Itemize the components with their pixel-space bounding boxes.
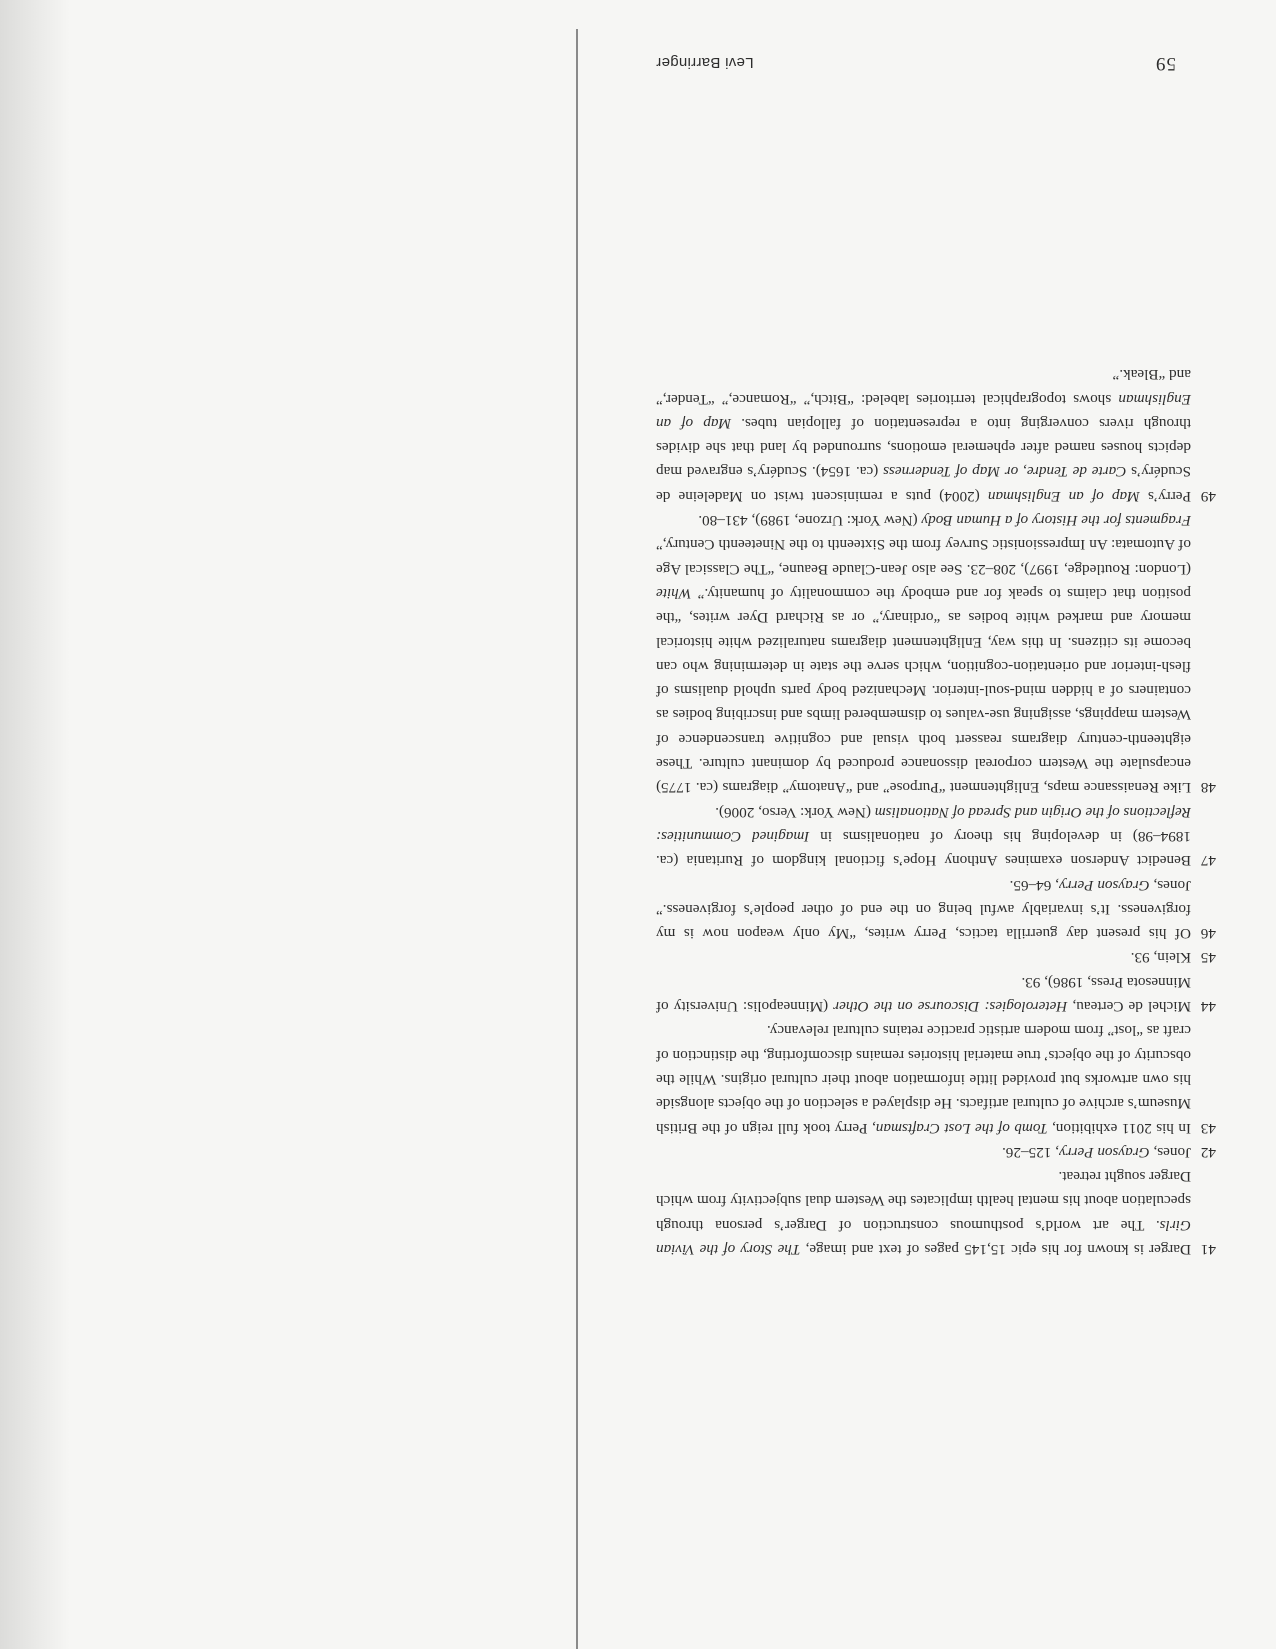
endnote-text-run: (2004) puts a reminiscent twist on Madeleine de Scudéry’s xyxy=(656,463,1191,505)
endnote-text xyxy=(656,945,1191,969)
endnote xyxy=(656,872,1216,945)
endnote-number: 45 xyxy=(1200,949,1216,967)
endnote-text-run: (New York: Verso, 2006). xyxy=(715,803,875,821)
endnote-text xyxy=(656,1140,1191,1164)
endnote-title-italic: Grayson Perry xyxy=(1058,876,1150,894)
endnote-title-italic: Map of an Englishman xyxy=(987,487,1140,505)
endnote-text-run: Benedict Anderson examines Anthony Hope’s fictional kingdom of Ruritania (ca. 1894–98) in developing his theory of nationalisms in xyxy=(656,827,1191,870)
endnote-number: 44 xyxy=(1200,998,1216,1016)
endnote-text-run: Klein, 93. xyxy=(1130,949,1191,967)
endnote-title-italic: Map of an Englishman xyxy=(655,390,1191,432)
endnote-title-italic: Heterologies: Discourse on the Other xyxy=(833,998,1068,1016)
endnote-title-italic: Carte de Tendre, or Map of Tenderness xyxy=(883,463,1127,481)
endnote-text xyxy=(656,872,1191,945)
running-header xyxy=(656,52,1176,74)
endnote-text-run: shows topographical territories labeled: “Bitch,” “Romance,” “Tender,” and “Bleak.” xyxy=(656,366,1191,408)
endnote-text-run: Darger is known for his epic 15,145 pages of text and image, xyxy=(800,1241,1191,1258)
endnote-text-run: (New York: Urzone, 1989), 431–80. xyxy=(698,512,922,530)
endnote-text-run: , 125–26. xyxy=(1002,1143,1059,1161)
endnote-text-run: . The art world’s posthumous construction of Darger’s persona through speculation about his mental health implicates the Western dual subjectivity from which Darger sought retreat. xyxy=(656,1168,1191,1234)
endnote-text-run: , 64–65. xyxy=(1009,876,1059,894)
endnote-number: 47 xyxy=(1200,852,1216,870)
endnote-text-run: Perry’s xyxy=(1139,487,1191,505)
endnote xyxy=(656,945,1216,969)
endnote-text-run: In his 2011 exhibition, xyxy=(1047,1119,1191,1137)
endnote-text-run: , Perry took full reign of the British Museum’s archive of cultural artifacts. He displayed a selection of the objects alongside his own artworks but provided little information about their cultural origins. While the obscurity of the objects’ true material histories remains discomforting, the distinction of craft as “lost” from modern artistic practice retains cultural relevancy. xyxy=(656,1022,1191,1137)
endnote-text-run: Of his present day guerrilla tactics, Perry writes, “My only weapon now is my forgiveness. It’s invariably awful being on the end of other people’s forgiveness.” Jones, xyxy=(656,876,1191,943)
endnote xyxy=(656,1140,1216,1164)
endnote-title-italic: Fragments for the History of a Human Body xyxy=(921,512,1191,530)
endnote-text xyxy=(656,799,1191,872)
page-edge-shadow xyxy=(0,0,70,1649)
endnote-text xyxy=(656,1018,1191,1139)
endnote xyxy=(656,1018,1216,1139)
endnote-text-run: (ca. 1654). Scudéry’s engraved map depicts houses named after ephemeral emotions, surrounded by land that she divides through rivers converging into a representation of fallopian tubes. xyxy=(656,414,1191,481)
endnote xyxy=(656,362,1216,508)
endnote-number: 42 xyxy=(1200,1143,1216,1161)
endnote xyxy=(656,799,1216,872)
endnote-text xyxy=(656,508,1191,800)
endnote-text-run: Michel de Certeau, xyxy=(1067,998,1191,1016)
endnote-text xyxy=(656,969,1191,1018)
endnote-number: 41 xyxy=(1200,1241,1216,1258)
running-author: Levi Barringer xyxy=(656,54,754,71)
page-number: 59 xyxy=(1155,53,1176,74)
endnote-text-run: (London: Routledge, 1997), 208–23. See also Jean-Claude Beaune, “The Classical Age of Automata: An Impressionistic Survey from the Sixteenth to the Nineteenth Century,” xyxy=(656,536,1191,578)
endnote-number: 43 xyxy=(1200,1119,1216,1137)
endnote xyxy=(656,508,1216,800)
endnote-number: 48 xyxy=(1200,779,1216,797)
endnote-text xyxy=(656,362,1191,508)
endnote-title-italic: White xyxy=(656,584,692,602)
endnote xyxy=(656,969,1216,1018)
endnote-number: 46 xyxy=(1200,925,1216,943)
endnotes-list xyxy=(656,362,1216,1261)
endnote-title-italic: Tomb of the Lost Craftsman xyxy=(875,1119,1048,1137)
endnote-text-run: Like Renaissance maps, Enlightenment “Purpose” and “Anatomy” diagrams (ca. 1775) encapsulate the Western corporeal dissonance produced by dominant culture. These eighteenth-century diagrams reassert both visual and cognitive transcendence of Western mappings, assigning use-values to dismembered limbs and inscribing bodies as containers of a hidden mind-soul-interior. Mechanized body parts uphold dualisms of flesh-interior and orientation-cognition, which serve the state in determining who can become its citizens. In this way, Enlightenment diagrams naturalized white historical memory and marked white bodies as “ordinary,” or as Richard Dyer writes, “the position that claims to speak for and embody the commonality of humanity.” xyxy=(656,584,1191,797)
endnote-text-run: (Minneapolis: University of Minnesota Press, 1986), 93. xyxy=(656,973,1191,1016)
endnote-title-italic: Grayson Perry xyxy=(1058,1143,1150,1161)
endnote-text xyxy=(656,1164,1191,1261)
endnote-title-italic: Imagined Communities: Reflections of the Origin and Spread of Nationalism xyxy=(656,803,1191,845)
endnote xyxy=(656,1164,1216,1261)
endnote-title-italic: The Story of the Vivian Girls xyxy=(656,1216,1191,1258)
binding-gutter-line xyxy=(576,29,578,1649)
endnote-text-run: Jones, xyxy=(1149,1143,1191,1161)
endnote-number: 49 xyxy=(1200,487,1216,505)
